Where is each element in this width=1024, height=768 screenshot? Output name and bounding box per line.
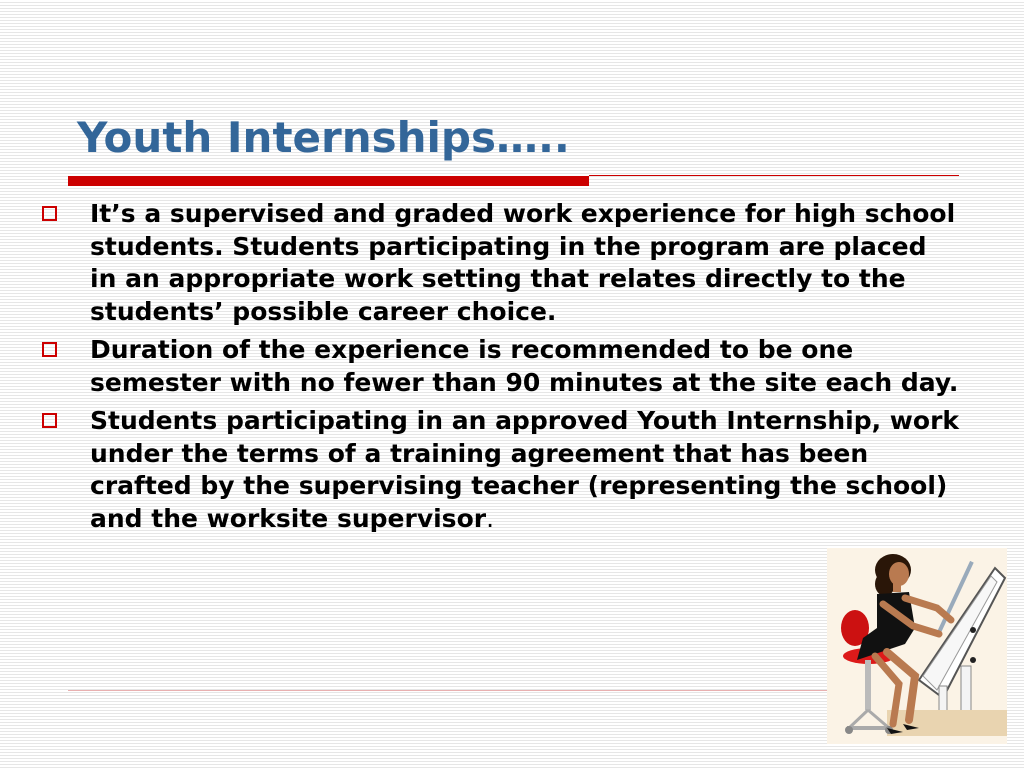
footer-rule bbox=[68, 690, 958, 691]
hollow-square-bullet-icon bbox=[42, 342, 57, 357]
bullet-text-1: It’s a supervised and graded work experience for high school students. Students participating in the program are placed in an appropriate work setting that relates directly to the students’ possible career choice. bbox=[90, 199, 956, 326]
bullet-text-3: Students participating in an approved Youth Internship, work under the terms of a training agreement that has been crafted by the supervising teacher (representing the school) and the worksite supervisor bbox=[90, 406, 960, 533]
slide-title: Youth Internships….. bbox=[77, 113, 570, 162]
bullet-item-2 bbox=[40, 334, 960, 399]
bullet-text-2: Duration of the experience is recommended to be one semester with no fewer than 90 minutes at the site each day. bbox=[90, 335, 959, 397]
bullet-item-1 bbox=[40, 198, 960, 328]
title-underline-thick bbox=[68, 176, 589, 186]
hollow-square-bullet-icon bbox=[42, 206, 57, 221]
hollow-square-bullet-icon bbox=[42, 413, 57, 428]
bullet-text-3-period: . bbox=[486, 503, 495, 533]
title-underline-thin bbox=[589, 175, 959, 176]
bullet-item-3 bbox=[40, 405, 960, 535]
bullet-list bbox=[40, 198, 960, 541]
woman-at-drafting-table-clipart bbox=[827, 548, 1007, 744]
